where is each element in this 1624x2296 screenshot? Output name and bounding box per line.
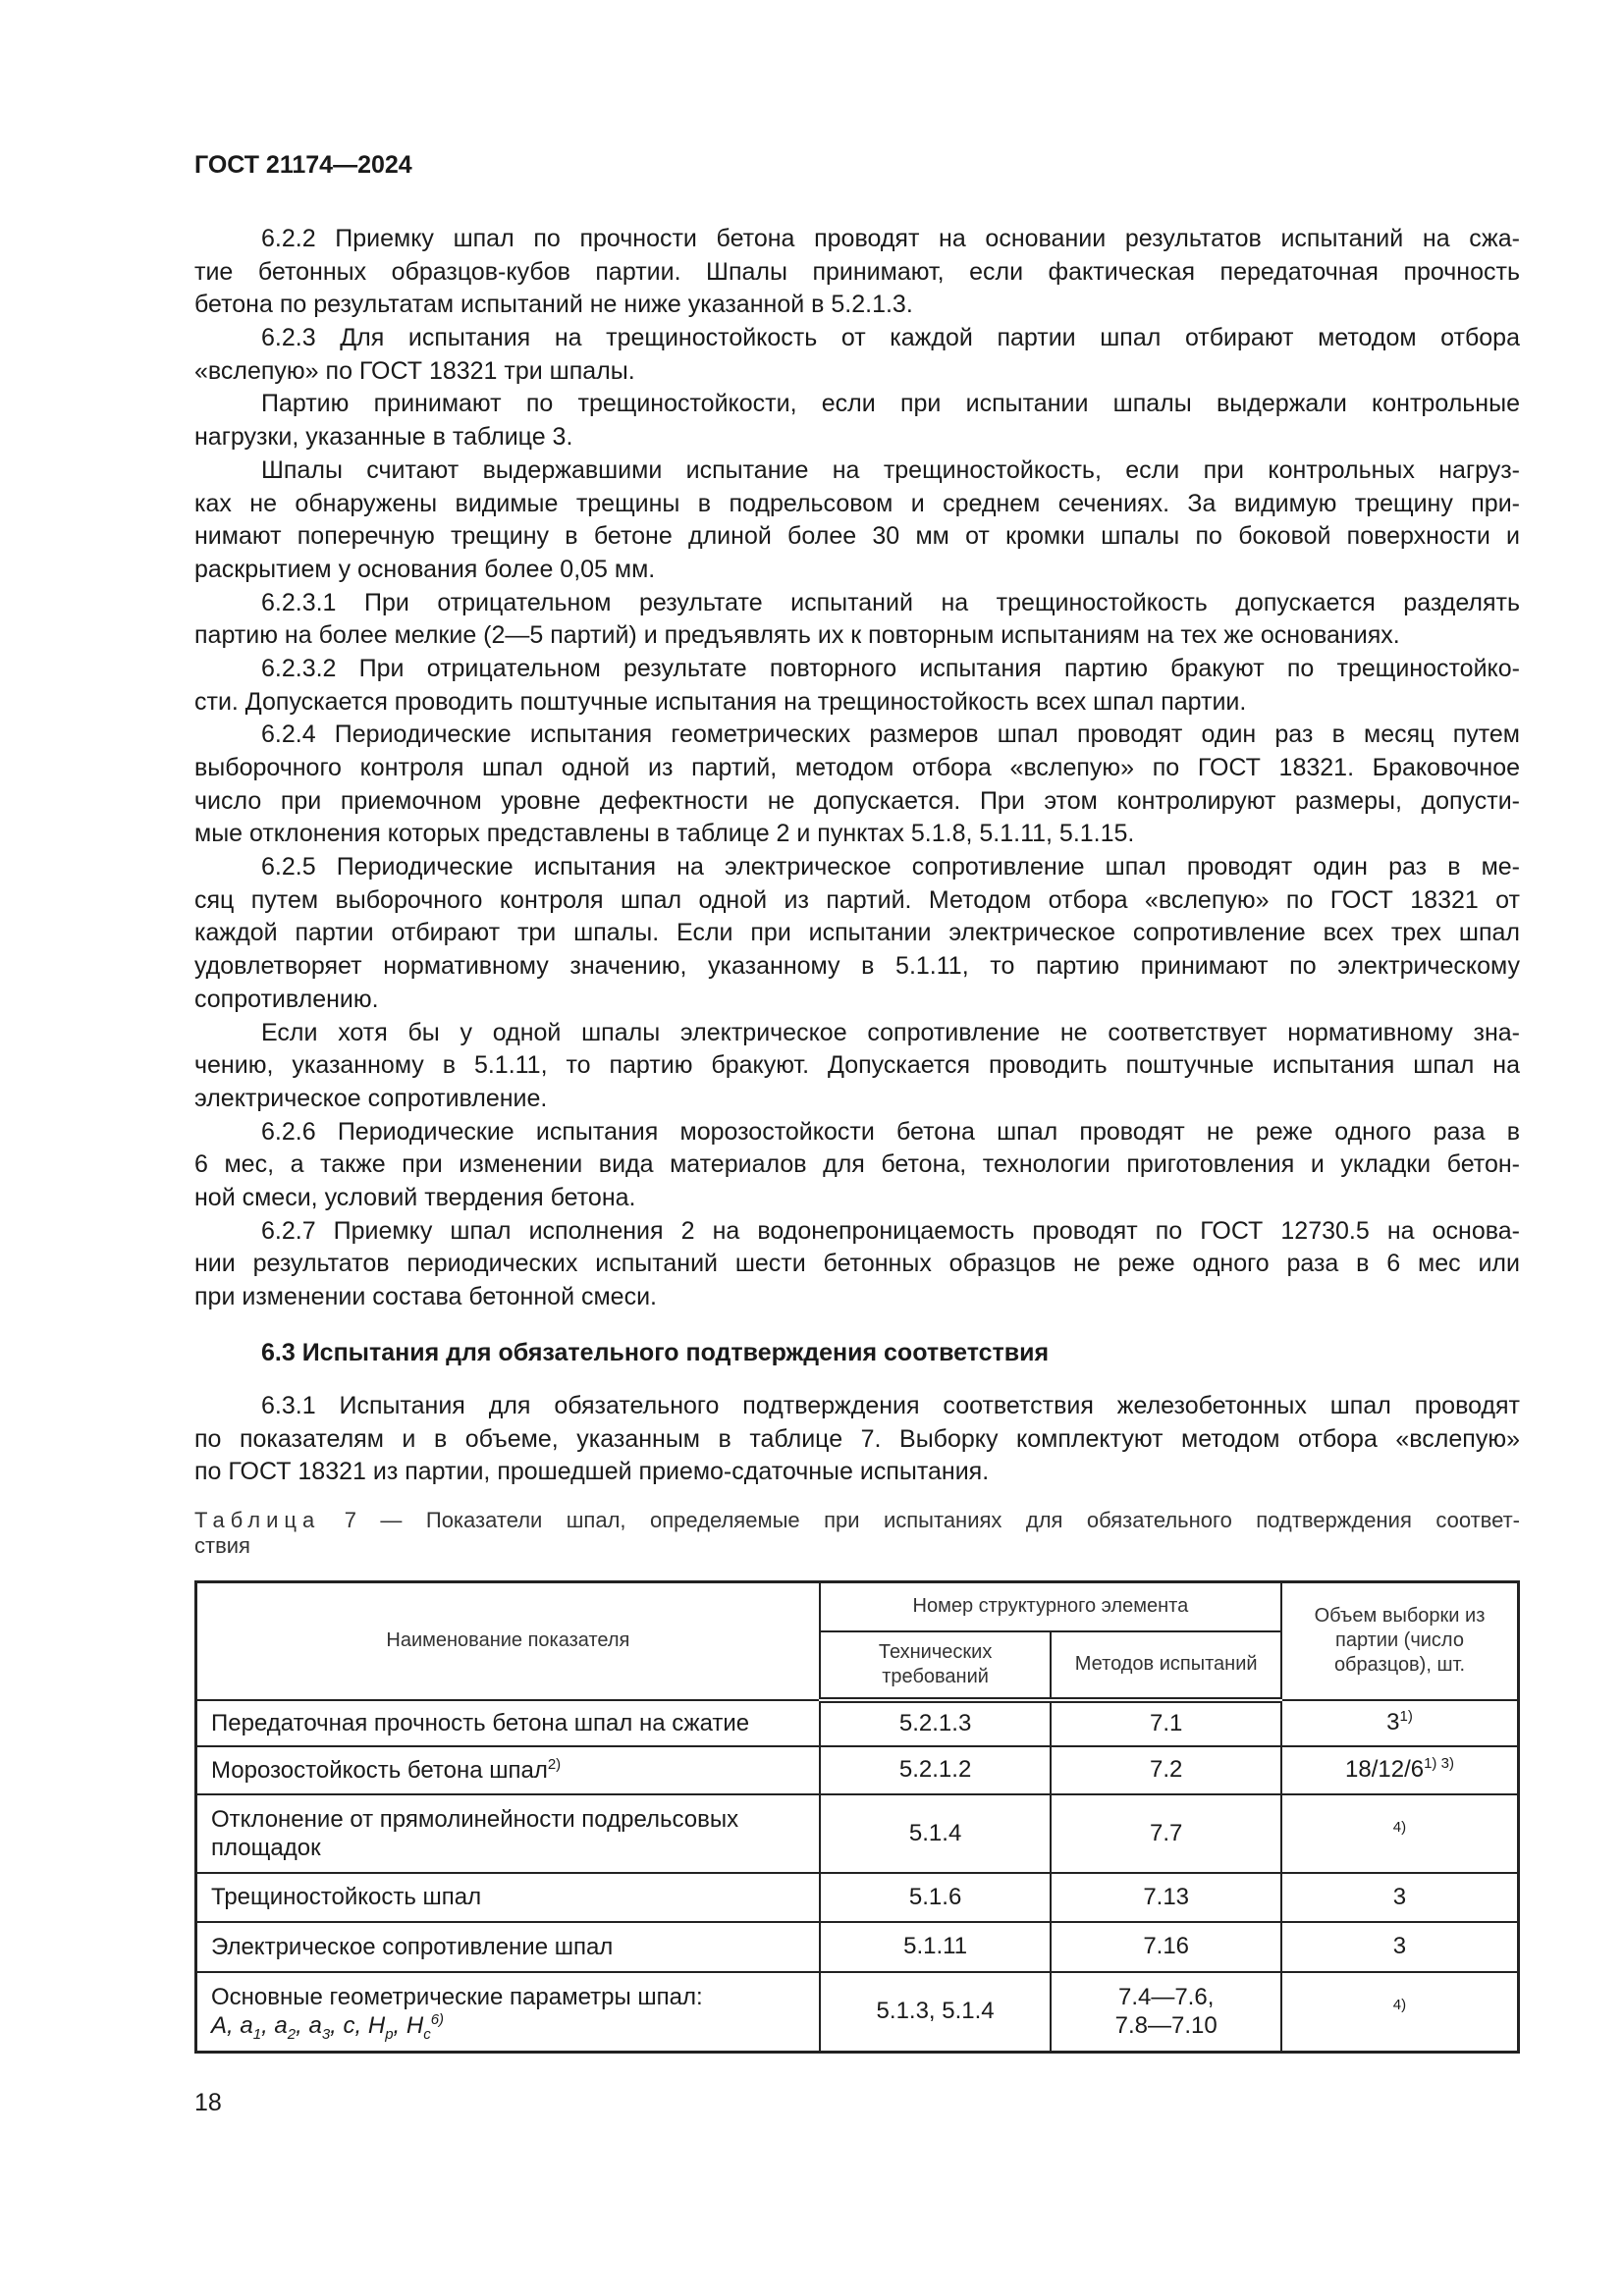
text-line: партию на более мелкие (2—5 партий) и предъявлять их к повторным испытаниям на тех же основаниях. — [194, 621, 1400, 650]
param-label: Основные геометрические параметры шпал: — [211, 1984, 703, 2011]
table-7 — [194, 1580, 1520, 2054]
table-row — [196, 1922, 1519, 1972]
cell-name: Электрическое сопротивление шпал — [196, 1922, 820, 1972]
cell-tech: 5.1.4 — [820, 1794, 1052, 1873]
text-line: Шпалы считают выдержавшими испытание на трещиностойкость, если при контрольных нагруз- — [261, 455, 1520, 484]
text-line: раскрытием у основания более 0,05 мм. — [194, 555, 656, 583]
text-line: 6 мес, а также при изменении вида материалов для бетона, технологии приготовления и укладки бетон- — [194, 1150, 1520, 1179]
cell-methods: 7.1 — [1051, 1700, 1281, 1746]
cell-sample: 3 — [1281, 1873, 1519, 1922]
cell-sample: $18/12/6^{1) 3)}$ — [1281, 1746, 1519, 1794]
caption-text: 7 — Показатели шпал, определяемые при испытаниях для обязательного подтверждения соответ- — [344, 1508, 1520, 1532]
cell-sample: 4) — [1281, 1794, 1519, 1873]
cell-methods: 7.4—7.6, 7.8—7.10 — [1051, 1972, 1281, 2053]
cell-name: Отклонение от прямолинейности подрельсовых площадок — [196, 1794, 820, 1873]
text-line: электрическое сопротивление. — [194, 1084, 548, 1112]
cell-name: Морозостойкость бетона шпал$^{2)}$ — [196, 1746, 820, 1794]
text-line: мые отклонения которых представлены в таблице 2 и пунктах 5.1.8, 5.1.11, 5.1.15. — [194, 820, 1135, 848]
text-line: сяц путем выборочного контроля шпал одной из партий. Методом отбора «вслепую» по ГОСТ 18321 от — [194, 885, 1520, 914]
text-line: нии результатов периодических испытаний шести бетонных образцов не реже одного раза в 6 мес или — [194, 1250, 1520, 1278]
paragraph — [194, 388, 1520, 454]
text-line: 6.2.5 Периодические испытания на электрическое сопротивление шпал проводят один раз в ме- — [261, 853, 1520, 881]
page-number: 18 — [194, 2089, 222, 2116]
text-line: 6.2.7 Приемку шпал исполнения 2 на водонепроницаемость проводят по ГОСТ 12730.5 на основа- — [261, 1216, 1520, 1245]
text-line: выборочного контроля шпал одной из партий, методом отбора «вслепую» по ГОСТ 18321. Браковочное — [194, 754, 1520, 781]
paragraph — [194, 223, 1520, 322]
cell-name: Передаточная прочность бетона шпал на сжатие — [196, 1700, 820, 1746]
cell-sample: 3$^{1)}$ — [1281, 1700, 1519, 1746]
cell-name: Трещиностойкость шпал — [196, 1873, 820, 1922]
caption-label: Таблица — [194, 1508, 321, 1532]
param-list: A, $a_1$, $a_2$, $a_3$, c, $H_р$, $H_с^{6)}$ — [211, 2011, 445, 2044]
cell-methods: 7.7 — [1051, 1794, 1281, 1873]
cell-tech: 5.2.1.2 — [820, 1746, 1052, 1794]
text-line: удовлетворяет нормативному значению, указанному в 5.1.11, то партию принимают по электрическому — [194, 952, 1520, 981]
cell-methods: 7.16 — [1051, 1922, 1281, 1972]
text-line: по ГОСТ 18321 из партии, прошедшей приемо-сдаточные испытания. — [194, 1458, 990, 1486]
text-line: тие бетонных образцов-кубов партии. Шпалы принимают, если фактическая передаточная прочность — [194, 257, 1520, 286]
paragraph — [194, 587, 1520, 653]
text-line: сти. Допускается проводить поштучные испытания на трещиностойкость всех шпал партии. — [194, 687, 1247, 716]
table-row — [196, 1746, 1519, 1794]
cell-tech: 5.2.1.3 — [820, 1700, 1052, 1746]
cell-tech: 5.1.3, 5.1.4 — [820, 1972, 1052, 2053]
text-line: 6.2.3.2 При отрицательном результате повторного испытания партию бракуют по трещиностойко- — [261, 654, 1520, 682]
paragraph — [194, 1390, 1520, 1489]
text-line: «вслепую» по ГОСТ 18321 три шпалы. — [194, 356, 635, 385]
text-line: 6.3.1 Испытания для обязательного подтверждения соответствия железобетонных шпал проводят — [261, 1392, 1520, 1419]
cell-methods: 7.13 — [1051, 1873, 1281, 1922]
paragraph — [194, 719, 1520, 851]
text-line: 6.2.3.1 При отрицательном результате испытаний на трещиностойкость допускается разделять — [261, 588, 1520, 616]
cell-sample: 3 — [1281, 1922, 1519, 1972]
table-row — [196, 1972, 1519, 2053]
cell-sample: 4) — [1281, 1972, 1519, 2053]
header-methods: Методов испытаний — [1051, 1631, 1281, 1700]
table-row — [196, 1873, 1519, 1922]
text-line: каждой партии отбирают три шпалы. Если при испытании электрическое сопротивление всех трех шпал — [194, 919, 1520, 947]
text-line: ках не обнаружены видимые трещины в подрельсовом и среднем сечениях. За видимую трещину при- — [194, 489, 1520, 517]
paragraph — [194, 1116, 1520, 1215]
paragraph — [194, 851, 1520, 1016]
paragraph — [194, 1017, 1520, 1116]
section-paragraph — [194, 1390, 1520, 1489]
text-line: сопротивлению. — [194, 985, 379, 1013]
cell-tech: 5.1.6 — [820, 1873, 1052, 1922]
text-line: 6.2.6 Периодические испытания морозостойкости бетона шпал проводят не реже одного раза в — [261, 1117, 1520, 1146]
paragraph — [194, 653, 1520, 719]
text-line: нагрузки, указанные в таблице 3. — [194, 423, 573, 452]
text-line: нимают поперечную трещину в бетоне длиной более 30 мм от кромки шпалы по боковой поверхности и — [194, 522, 1520, 551]
text-line: ной смеси, условий твердения бетона. — [194, 1183, 636, 1211]
document-header: ГОСТ 21174—2024 — [194, 151, 412, 179]
paragraph — [194, 322, 1520, 388]
text-line: 6.2.4 Периодические испытания геометрических размеров шпал проводят один раз в месяц путем — [261, 721, 1520, 749]
header-tech: Технических требований — [820, 1631, 1052, 1700]
text-line: Партию принимают по трещиностойкости, если при испытании шпалы выдержали контрольные — [261, 390, 1520, 418]
text-line: число при приемочном уровне дефектности не допускается. При этом контролируют размеры, допусти- — [194, 786, 1520, 815]
table-caption — [194, 1508, 1520, 1559]
text-line: 6.2.2 Приемку шпал по прочности бетона проводят на основании результатов испытаний на сжа- — [261, 225, 1520, 252]
text-line: по показателям и в объеме, указанным в таблице 7. Выборку комплектуют методом отбора «вслепую» — [194, 1424, 1520, 1453]
cell-name — [196, 1972, 820, 2053]
caption-text-cont: ствия — [194, 1533, 250, 1558]
cell-methods: 7.2 — [1051, 1746, 1281, 1794]
body-text — [194, 223, 1520, 1314]
header-sample: Объем выборки из партии (число образцов), шт. — [1281, 1582, 1519, 1700]
paragraph — [194, 454, 1520, 587]
header-name: Наименование показателя — [196, 1582, 820, 1700]
paragraph — [194, 1215, 1520, 1314]
text-line: при изменении состава бетонной смеси. — [194, 1283, 657, 1310]
header-group: Номер структурного элемента — [820, 1582, 1281, 1631]
text-line: бетона по результатам испытаний не ниже указанной в 5.2.1.3. — [194, 291, 913, 319]
text-line: Если хотя бы у одной шпалы электрическое сопротивление не соответствует нормативному зна- — [261, 1018, 1520, 1046]
table-row — [196, 1700, 1519, 1746]
table-row — [196, 1794, 1519, 1873]
text-line: 6.2.3 Для испытания на трещиностойкость от каждой партии шпал отбирают методом отбора — [261, 324, 1520, 352]
text-line: чению, указанному в 5.1.11, то партию бракуют. Допускается проводить поштучные испытания шпал на — [194, 1051, 1520, 1080]
section-heading: 6.3 Испытания для обязательного подтверждения соответствия — [261, 1339, 1050, 1366]
cell-tech: 5.1.11 — [820, 1922, 1052, 1972]
